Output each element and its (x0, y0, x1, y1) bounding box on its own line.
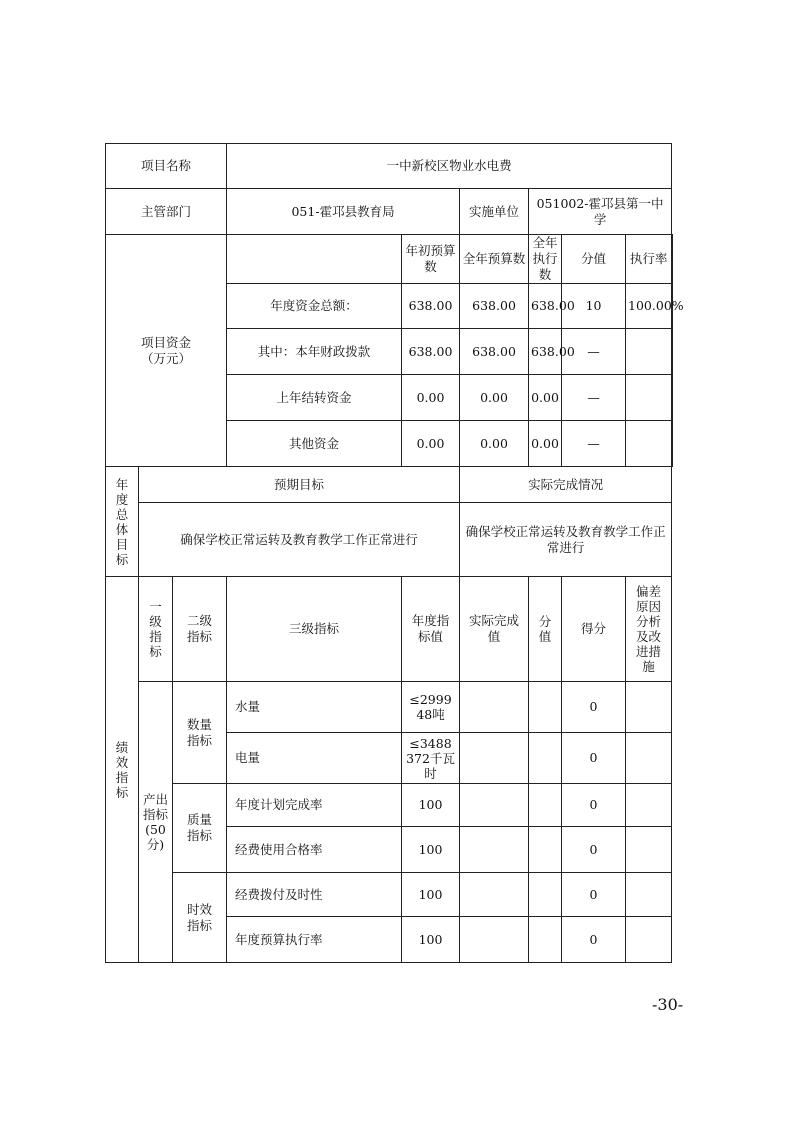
actual-header-text: 实际完成值 (469, 613, 520, 644)
funds-cell: 638.00 (460, 284, 529, 329)
funds-header: 全年执行数 (529, 235, 562, 284)
funds-cell (626, 375, 672, 421)
indicator-name: 经费拨付及时性 (227, 873, 402, 917)
indicator-deviation (626, 682, 672, 733)
indicator-score-value (529, 733, 562, 784)
funds-header-blank (227, 235, 402, 284)
indicator-deviation (626, 917, 672, 963)
funds-header: 年初预算数 (402, 235, 460, 284)
deviation-header (626, 577, 672, 682)
level1-header (139, 577, 173, 682)
funds-cell: 10 (562, 284, 626, 329)
indicator-actual (460, 733, 529, 784)
indicator-deviation (626, 873, 672, 917)
indicator-score-value (529, 682, 562, 733)
indicator-actual (460, 784, 529, 827)
funds-cell: — (562, 375, 626, 421)
funds-cell: 638.00 (460, 329, 529, 375)
funds-cell (672, 375, 673, 421)
indicator-score: 0 (562, 827, 626, 873)
indicator-target (402, 682, 460, 733)
funds-row-label: 年度资金总额： (227, 284, 402, 329)
funds-cell: 638.00 (402, 284, 460, 329)
indicator-actual (460, 682, 529, 733)
funds-row-label-text: 其他资金 (289, 435, 340, 451)
expected-goal-header: 预期目标 (139, 467, 460, 503)
quality-indicator-text: 质量指标 (187, 812, 213, 843)
funds-cell: 0.00 (529, 375, 562, 421)
actual-goal-text: 确保学校正常运转及教育教学工作正常进行 (460, 503, 672, 577)
indicator-name: 年度计划完成率 (227, 784, 402, 827)
target-header-text: 年度指标值 (411, 613, 450, 644)
funds-row-label: 上年结转资金 (227, 375, 402, 421)
indicator-name: 年度预算执行率 (227, 917, 402, 963)
indicator-score: 0 (562, 784, 626, 827)
funds-section-text: 项目资金（万元） (141, 334, 192, 366)
indicator-deviation (626, 784, 672, 827)
deviation-header-text: 偏差原因分析及改进措施 (636, 584, 662, 674)
expected-goal-text: 确保学校正常运转及教育教学工作正常进行 (139, 503, 460, 577)
funds-row-label (227, 421, 402, 467)
indicator-name: 电量 (227, 733, 402, 784)
indicator-score: 0 (562, 873, 626, 917)
actual-goal-header: 实际完成情况 (460, 467, 672, 503)
indicators-section-label (106, 577, 139, 963)
indicator-score: 0 (562, 682, 626, 733)
indicator-deviation (626, 733, 672, 784)
level1-header-text: 一级指标 (149, 599, 162, 659)
indicator-target: 100 (402, 873, 460, 917)
funds-cell: 638.00 (402, 329, 460, 375)
indicator-target (402, 733, 460, 784)
funds-header (672, 235, 673, 284)
funds-cell: 0.00 (402, 421, 460, 467)
target-header (402, 577, 460, 682)
performance-table (105, 143, 684, 963)
score-header: 得分 (562, 577, 626, 682)
score-value-header (529, 577, 562, 682)
indicator-actual (460, 873, 529, 917)
indicator-name: 经费使用合格率 (227, 827, 402, 873)
funds-cell: — (562, 421, 626, 467)
indicator-score: 0 (562, 733, 626, 784)
quantity-indicator-label (173, 682, 227, 784)
indicator-score-value (529, 873, 562, 917)
timeliness-indicator-text: 时效指标 (187, 901, 213, 933)
funds-cell: 0.00 (529, 421, 562, 467)
indicators-section-text: 绩效指标 (115, 739, 129, 800)
unit-value: 051002-霍邛县第一中学 (529, 189, 672, 235)
funds-cell: 100.00% (626, 284, 672, 329)
score-value-header-text: 分值 (538, 614, 552, 644)
goals-section-label (106, 467, 139, 577)
indicator-actual (460, 827, 529, 873)
indicator-target: 100 (402, 917, 460, 963)
indicator-target: 100 (402, 784, 460, 827)
indicator-name: 水量 (227, 682, 402, 733)
unit-label: 实施单位 (460, 189, 529, 235)
funds-cell: 638.00 (529, 284, 562, 329)
level2-header (173, 577, 227, 682)
level3-header: 三级指标 (227, 577, 402, 682)
funds-header: 分值 (562, 235, 626, 284)
indicator-actual (460, 917, 529, 963)
level2-header-text: 二级指标 (187, 613, 213, 644)
funds-cell: 638.00 (529, 329, 562, 375)
indicator-target-text: ≤3488372千瓦时 (406, 735, 455, 781)
funds-cell (626, 329, 672, 375)
page-number: -30- (652, 995, 684, 1014)
indicator-target: 100 (402, 827, 460, 873)
output-indicator-text: 产出指标(50分) (142, 792, 168, 852)
indicator-score: 0 (562, 917, 626, 963)
funds-cell: — (562, 329, 626, 375)
funds-header: 全年预算数 (460, 235, 529, 284)
project-name-value: 一中新校区物业水电费 (227, 144, 672, 189)
funds-cell (672, 421, 673, 467)
quantity-indicator-text: 数量指标 (187, 716, 213, 748)
indicator-deviation (626, 827, 672, 873)
indicator-target-text: ≤299948吨 (409, 692, 452, 722)
quality-indicator-label (173, 784, 227, 873)
indicator-score-value (529, 784, 562, 827)
goals-section-text: 年度总体目标 (115, 476, 129, 567)
funds-cell: 0.00 (460, 375, 529, 421)
funds-row-label (227, 329, 402, 375)
actual-header (460, 577, 529, 682)
dept-label: 主管部门 (106, 189, 227, 235)
funds-cell (672, 329, 673, 375)
indicator-score-value (529, 917, 562, 963)
funds-cell (626, 421, 672, 467)
funds-section-label (106, 235, 227, 467)
funds-cell: 0.00 (460, 421, 529, 467)
dept-value: 051-霍邛县教育局 (227, 189, 460, 235)
timeliness-indicator-label (173, 873, 227, 963)
output-indicator-label (139, 682, 173, 963)
funds-cell: 0.00 (402, 375, 460, 421)
funds-row-label-text: 其中：本年财政拨款 (257, 343, 371, 359)
indicator-score-value (529, 827, 562, 873)
funds-header: 执行率 (626, 235, 672, 284)
project-name-label: 项目名称 (106, 144, 227, 189)
